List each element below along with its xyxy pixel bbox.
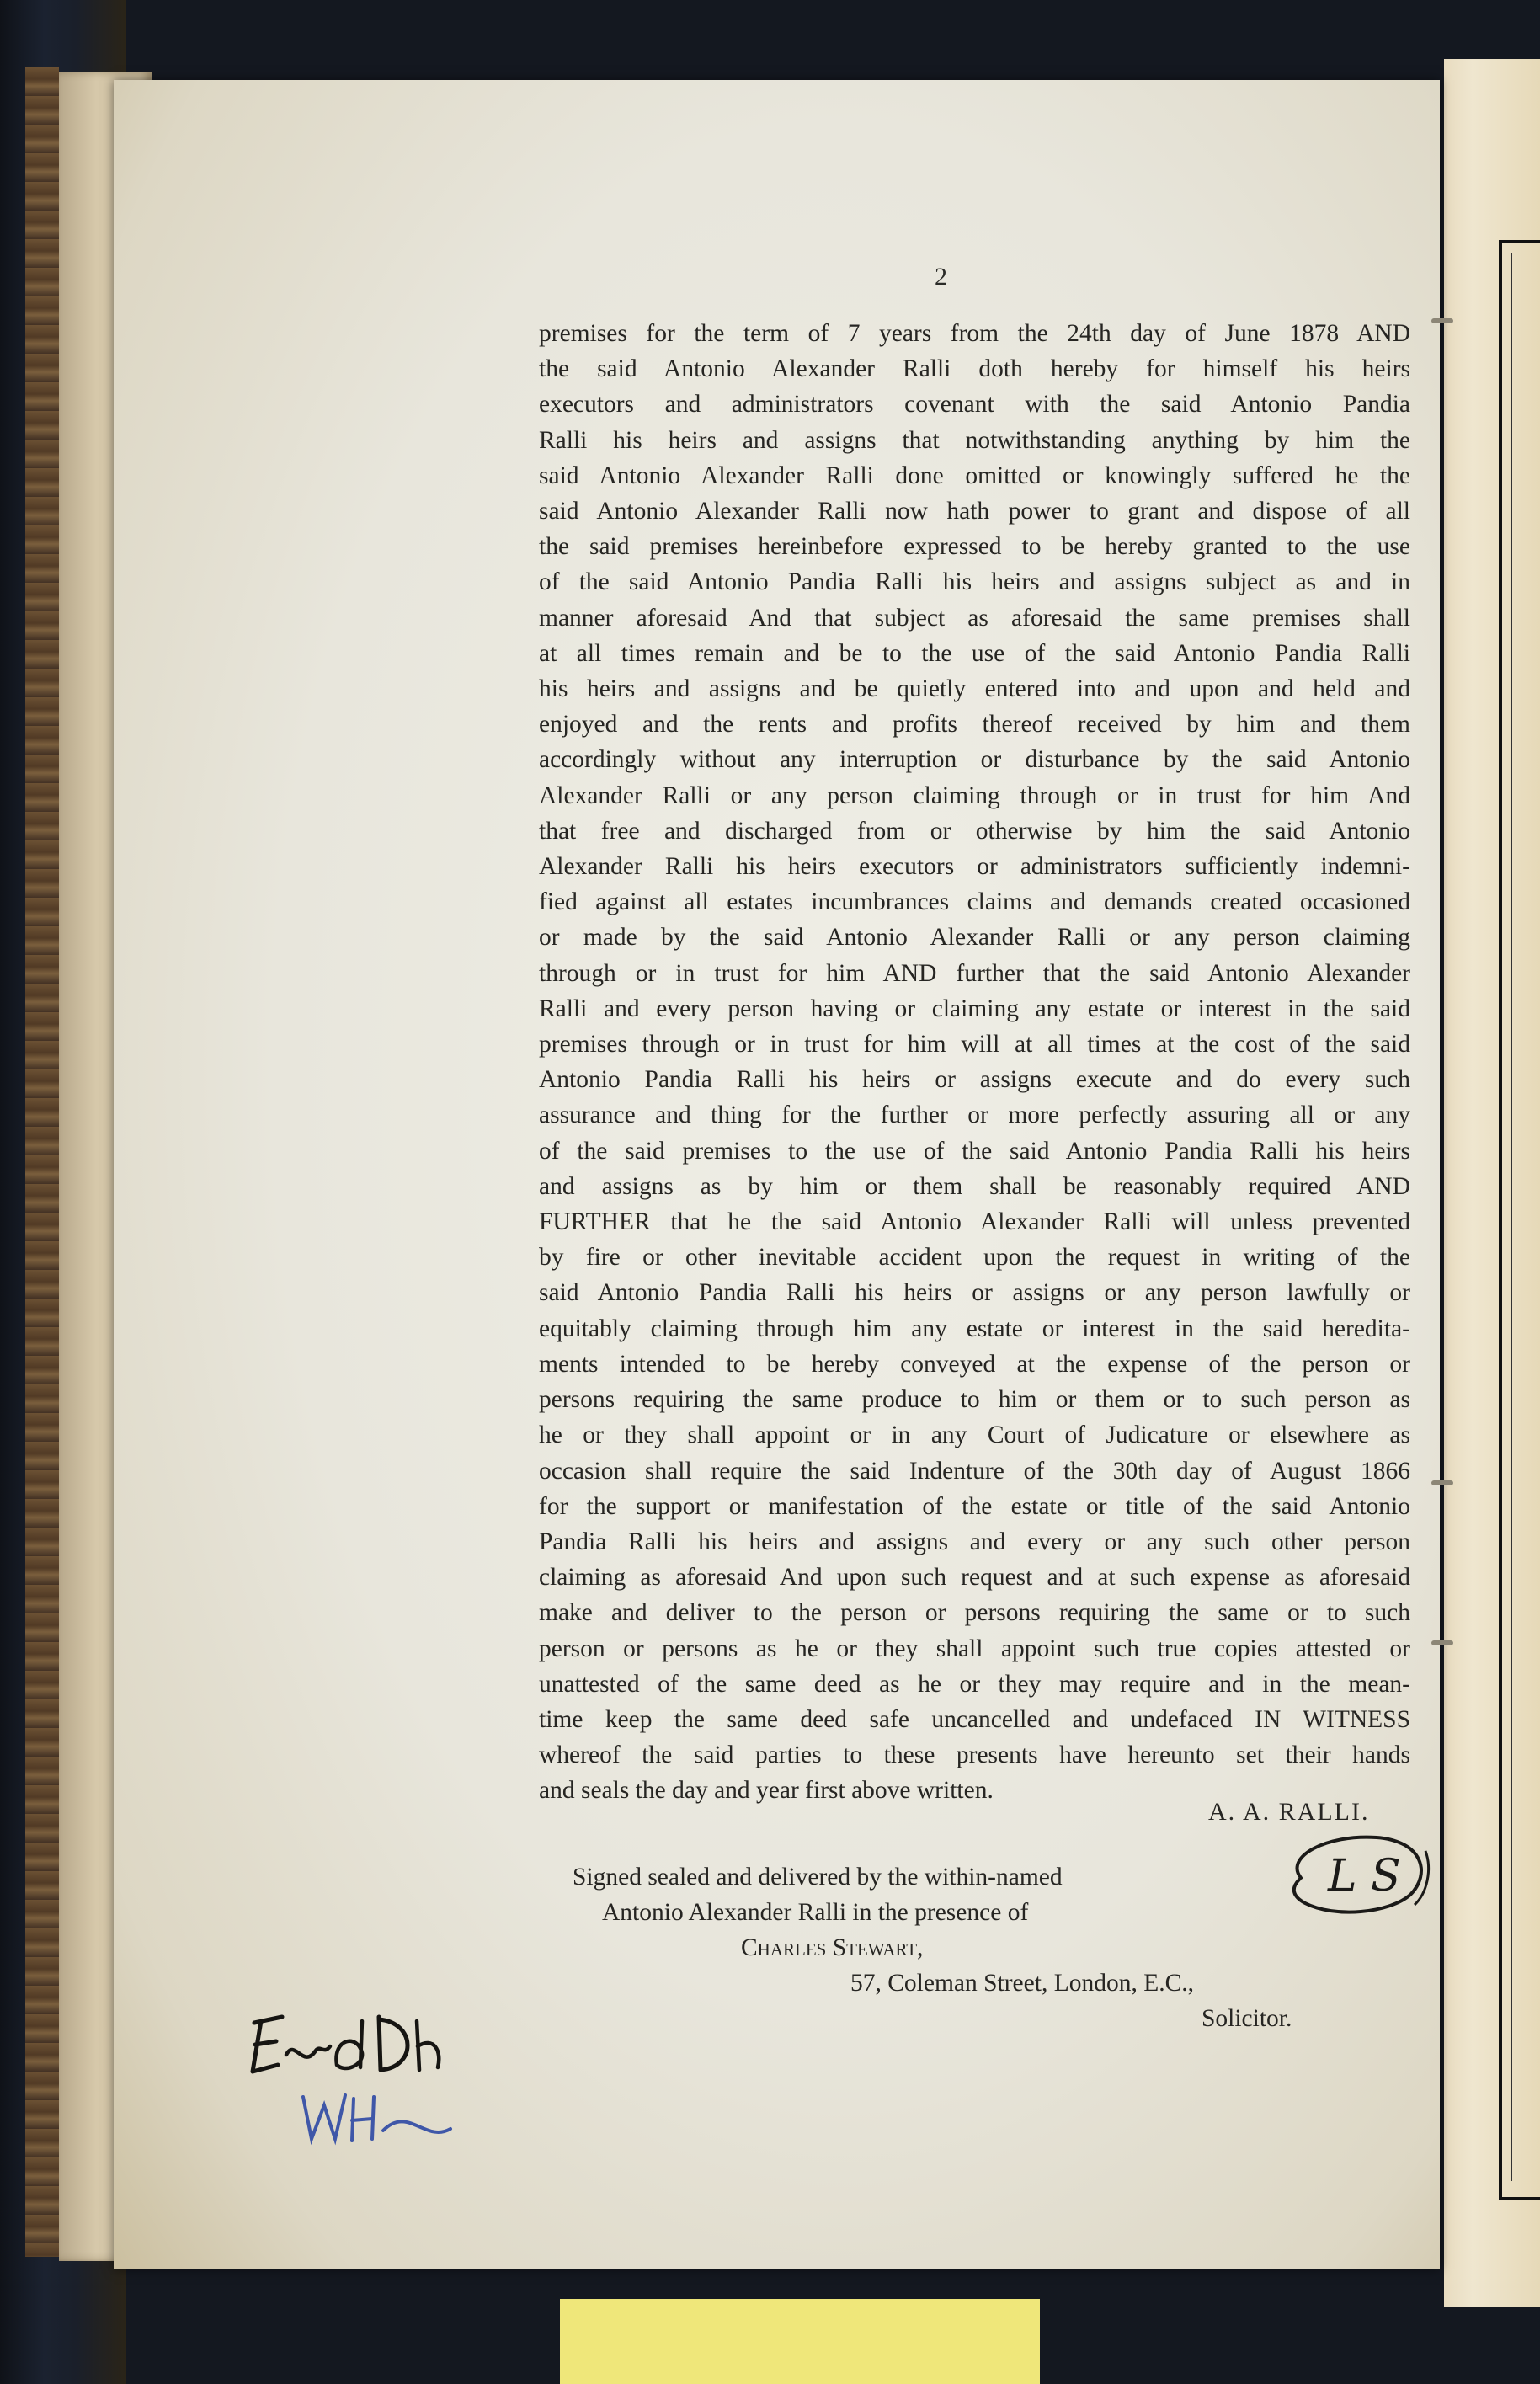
marbled-spine-strip — [25, 67, 59, 2257]
witness-name: Charles Stewart, — [741, 1934, 924, 1961]
body-line: said Antonio Pandia Ralli his heirs or assigns or any person lawfully or — [539, 1279, 1410, 1307]
handwritten-initials-black — [253, 2017, 439, 2072]
signer-name: A. A. RALLI. — [1208, 1798, 1370, 1826]
staple-mark — [1431, 1480, 1453, 1485]
seal-mark — [1276, 1827, 1436, 1920]
body-line: at all times remain and be to the use of the said Antonio Pandia Ralli — [539, 639, 1410, 667]
staple-mark — [1431, 318, 1453, 323]
yellow-tab — [560, 2299, 1040, 2384]
body-line: premises for the term of 7 years from the 24th day of June 1878 AND — [539, 320, 1410, 347]
body-line: whereof the said parties to these presents have hereunto set their hands — [539, 1741, 1410, 1769]
body-line: equitably claiming through him any estate or interest in the said heredita- — [539, 1315, 1410, 1342]
page-number: 2 — [935, 263, 947, 291]
body-line: or made by the said Antonio Alexander Ralli or any person claiming — [539, 924, 1410, 952]
body-line: occasion shall require the said Indenture of the 30th day of August 1866 — [539, 1457, 1410, 1485]
handwritten-initials-blue — [303, 2095, 450, 2152]
body-line: manner aforesaid And that subject as aforesaid the same premises shall — [539, 604, 1410, 632]
attestation-line-2: Antonio Alexander Ralli in the presence of — [602, 1899, 1029, 1926]
body-line: ments intended to be hereby conveyed at the expense of the person or — [539, 1350, 1410, 1378]
body-line: and assigns as by him or them shall be reasonably required AND — [539, 1172, 1410, 1200]
body-line: premises through or in trust for him will at all times at the cost of the said — [539, 1031, 1410, 1059]
deed-body-text — [539, 316, 1410, 1809]
body-line: said Antonio Alexander Ralli now hath power to grant and dispose of all — [539, 498, 1410, 525]
body-line: persons requiring the same produce to him or them or to such person as — [539, 1386, 1410, 1414]
body-line: he or they shall appoint or in any Court of Judicature or elsewhere as — [539, 1421, 1410, 1449]
body-line: person or persons as he or they shall appoint such true copies attested or — [539, 1635, 1410, 1662]
facing-page-inner-border — [1511, 253, 1540, 2181]
body-line: assurance and thing for the further or more perfectly assuring all or any — [539, 1101, 1410, 1129]
staple-mark — [1431, 1640, 1453, 1645]
body-line: his heirs and assigns and be quietly entered into and upon and held and — [539, 675, 1410, 703]
witness-address: 57, Coleman Street, London, E.C., — [850, 1970, 1195, 1997]
body-line: Alexander Ralli his heirs executors or administrators sufficiently indemni- — [539, 853, 1410, 881]
body-line: make and deliver to the person or persons requiring the same or to such — [539, 1599, 1410, 1627]
body-line: time keep the same deed safe uncancelled and undefaced IN WITNESS — [539, 1705, 1410, 1733]
black-annotation-text: Exd DM — [370, 2065, 374, 2066]
attestation-line-1: Signed sealed and delivered by the within-named — [573, 1864, 1063, 1891]
body-line: accordingly without any interruption or disturbance by the said Antonio — [539, 746, 1410, 774]
body-line: the said premises hereinbefore expressed to be hereby granted to the use — [539, 533, 1410, 561]
body-line: Ralli and every person having or claiming any estate or interest in the said — [539, 995, 1410, 1022]
witness-title: Solicitor. — [1202, 2005, 1292, 2032]
body-line: fied against all estates incumbrances claims and demands created occasioned — [539, 888, 1410, 916]
body-line: enjoyed and the rents and profits thereof received by him and them — [539, 711, 1410, 739]
body-line: Pandia Ralli his heirs and assigns and every or any such other person — [539, 1528, 1410, 1555]
body-line: of the said premises to the use of the said Antonio Pandia Ralli his heirs — [539, 1137, 1410, 1165]
body-line: and seals the day and year first above written. — [539, 1777, 994, 1805]
body-line: of the said Antonio Pandia Ralli his heirs and assigns subject as and in — [539, 568, 1410, 596]
body-line: unattested of the same deed as he or they may require and in the mean- — [539, 1670, 1410, 1698]
body-line: Ralli his heirs and assigns that notwithstanding anything by him the — [539, 426, 1410, 454]
handwritten-annotations — [244, 2004, 497, 2164]
body-line: the said Antonio Alexander Ralli doth hereby for himself his heirs — [539, 355, 1410, 383]
body-line: executors and administrators covenant with the said Antonio Pandia — [539, 391, 1410, 419]
body-line: said Antonio Alexander Ralli done omitted or knowingly suffered he the — [539, 461, 1410, 489]
seal-text: L S — [1328, 1851, 1401, 1901]
body-line: that free and discharged from or otherwise by him the said Antonio — [539, 817, 1410, 845]
body-line: Antonio Pandia Ralli his heirs or assigns execute and do every such — [539, 1066, 1410, 1094]
body-line: claiming as aforesaid And upon such request and at such expense as aforesaid — [539, 1564, 1410, 1592]
body-line: by fire or other inevitable accident upon the request in writing of the — [539, 1244, 1410, 1272]
body-line: FURTHER that he the said Antonio Alexander Ralli will unless prevented — [539, 1208, 1410, 1236]
body-line: through or in trust for him AND further that the said Antonio Alexander — [539, 959, 1410, 987]
body-line: Alexander Ralli or any person claiming through or in trust for him And — [539, 781, 1410, 809]
body-line: for the support or manifestation of the estate or title of the said Antonio — [539, 1492, 1410, 1520]
